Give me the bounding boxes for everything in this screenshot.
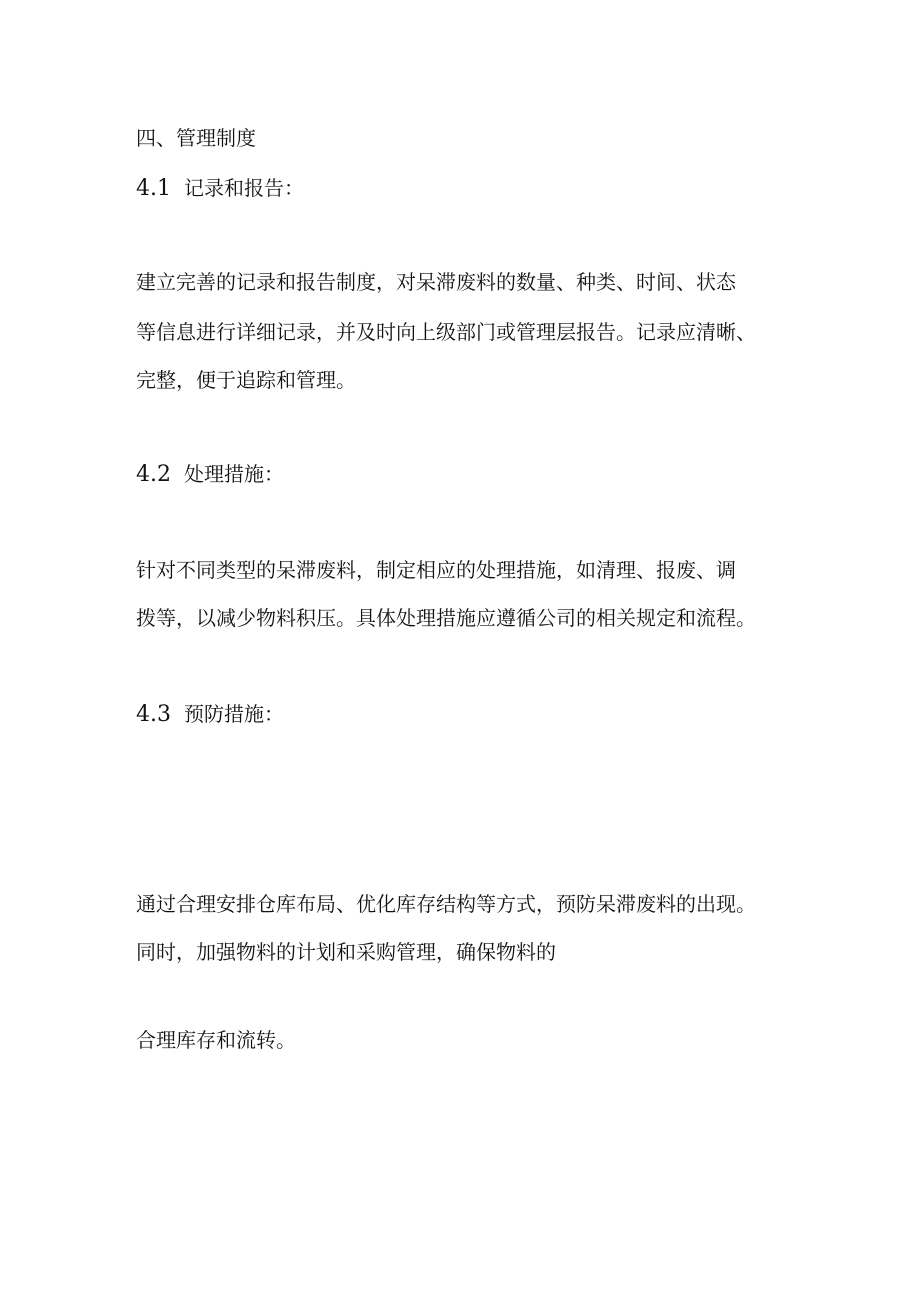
paragraph-4-1-line-3: 完整，便于追踪和管理。	[136, 368, 356, 392]
subsection-4-2-heading	[136, 460, 284, 489]
paragraph-4-3-trailing-line: 合理库存和流转。	[136, 1028, 296, 1052]
subsection-4-3-number: 4.3	[136, 702, 171, 727]
subsection-4-1-heading	[136, 174, 304, 203]
paragraph-4-2-line-1: 针对不同类型的呆滞废料，制定相应的处理措施，如清理、报废、调	[136, 558, 736, 582]
paragraph-4-1-line-1: 建立完善的记录和报告制度，对呆滞废料的数量、种类、时间、状态	[136, 270, 736, 294]
subsection-4-2-number: 4.2	[136, 462, 171, 487]
section-title: 四、管理制度	[136, 126, 256, 150]
subsection-4-1-title: 记录和报告：	[184, 176, 304, 200]
subsection-4-2-title: 处理措施：	[184, 462, 284, 486]
paragraph-4-2-line-2: 拨等，以减少物料积压。具体处理措施应遵循公司的相关规定和流程。	[136, 606, 756, 630]
subsection-4-1-number: 4.1	[136, 176, 171, 201]
paragraph-4-1-line-2: 等信息进行详细记录，并及时向上级部门或管理层报告。记录应清晰、	[136, 320, 756, 344]
subsection-4-3-heading	[136, 700, 284, 729]
paragraph-4-3-line-1: 通过合理安排仓库布局、优化库存结构等方式，预防呆滞废料的出现。	[136, 892, 756, 916]
subsection-4-3-title: 预防措施：	[184, 702, 284, 726]
paragraph-4-3-line-2: 同时，加强物料的计划和采购管理，确保物料的	[136, 940, 556, 964]
